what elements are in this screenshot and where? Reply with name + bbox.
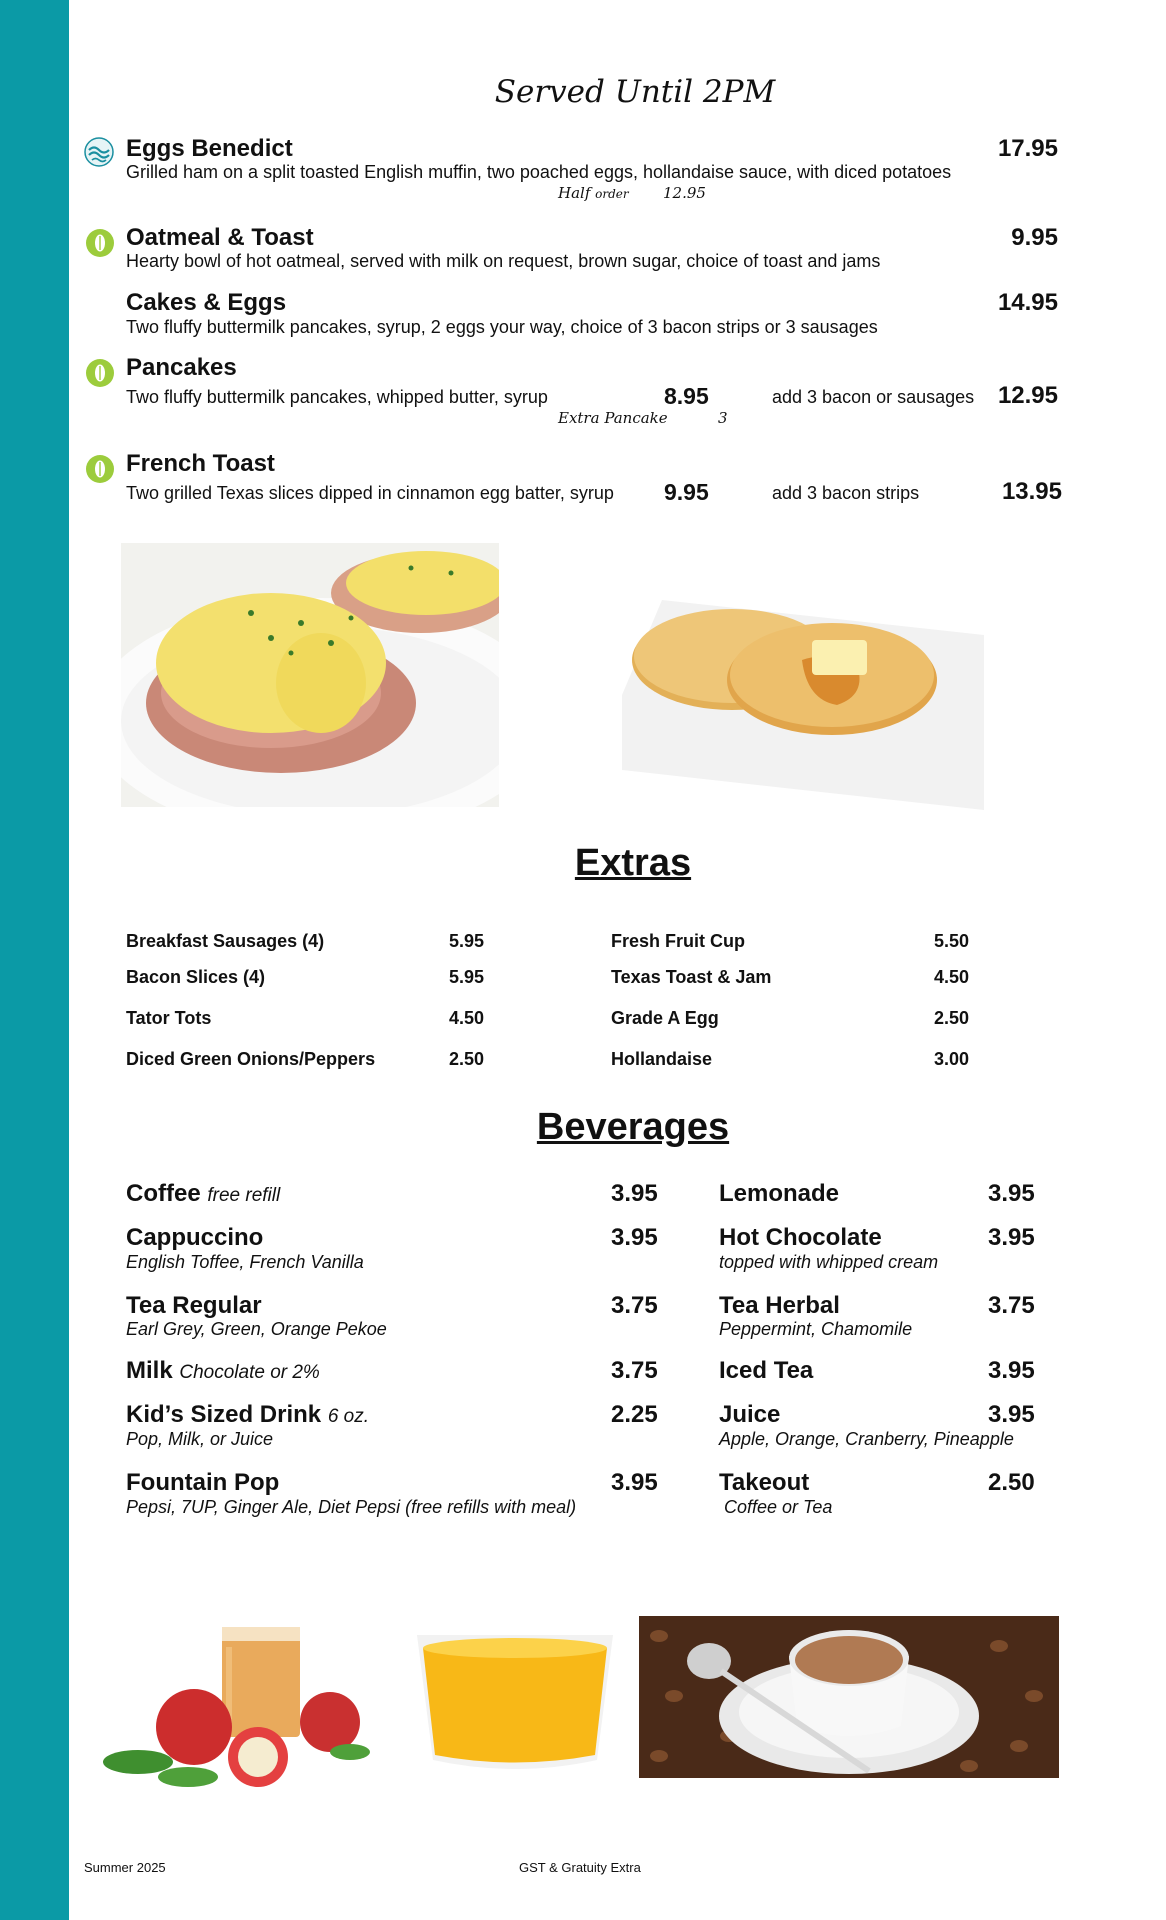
leaf-icon	[85, 228, 115, 263]
beverage-name: Iced Tea	[719, 1357, 814, 1384]
extra-item-price: 5.95	[449, 967, 485, 987]
item-desc-cakes-eggs: Two fluffy buttermilk pancakes, syrup, 2 eggs your way, choice of 3 bacon strips or 3 sausages	[126, 317, 878, 337]
extra-item-name: Diced Green Onions/Peppers	[126, 1049, 376, 1069]
leaf-icon	[85, 358, 115, 393]
extra-item-price: 4.50	[449, 1008, 485, 1028]
beverage-price: 3.75	[611, 1292, 658, 1319]
extra-item-price: 5.50	[934, 931, 970, 951]
extras-heading: Extras	[574, 842, 692, 884]
beverage-name: Hot Chocolate	[719, 1224, 882, 1251]
beverage-price: 3.95	[611, 1224, 658, 1251]
extra-pancake-label: Extra Pancake	[558, 409, 668, 427]
item-desc-pancakes: Two fluffy buttermilk pancakes, whipped butter, syrup	[126, 387, 548, 407]
half-order-small: order	[595, 187, 629, 201]
extra-item-price: 2.50	[934, 1008, 970, 1028]
coffee-cup-photo	[639, 1616, 1059, 1778]
item-desc-eggs-benedict: Grilled ham on a split toasted English muffin, two poached eggs, hollandaise sauce, with diced potatoes	[126, 162, 952, 182]
beverage-sub: English Toffee, French Vanilla	[126, 1252, 364, 1272]
beverage-price: 3.95	[611, 1180, 658, 1207]
beverage-sub: topped with whipped cream	[719, 1252, 939, 1272]
beverage-name: Lemonade	[719, 1180, 840, 1207]
beverage-milk	[126, 1357, 320, 1385]
item-name-oatmeal-toast: Oatmeal & Toast	[126, 224, 314, 251]
beverage-price: 3.95	[988, 1401, 1035, 1428]
item-price-french-toast: 9.95	[664, 479, 709, 505]
orange-juice-photo	[405, 1620, 625, 1780]
beverage-note: Chocolate or 2%	[179, 1362, 320, 1383]
extra-item-price: 4.50	[934, 967, 970, 987]
leaf-icon	[85, 454, 115, 489]
beverage-sub: Coffee or Tea	[719, 1497, 833, 1517]
half-order-price: 12.95	[663, 184, 706, 202]
extra-item-price: 5.95	[449, 931, 485, 951]
beverage-name: Milk	[126, 1357, 173, 1384]
item-price-oatmeal-toast: 9.95	[1011, 224, 1058, 251]
beverage-name: Tea Regular	[126, 1292, 262, 1319]
beverage-name: Fountain Pop	[126, 1469, 280, 1496]
beverage-name: Coffee	[126, 1180, 201, 1207]
pancakes-photo	[622, 590, 984, 810]
beverage-name: Kid’s Sized Drink	[126, 1401, 322, 1428]
beverage-name: Tea Herbal	[719, 1292, 840, 1319]
beverage-note: 6 oz.	[327, 1406, 370, 1427]
beverage-kids-drink	[126, 1401, 369, 1429]
beverage-coffee	[126, 1180, 280, 1208]
extra-item-price: 2.50	[449, 1049, 485, 1069]
beverage-note: free refill	[207, 1185, 281, 1206]
beverage-sub: Peppermint, Chamomile	[719, 1319, 913, 1339]
beverage-price: 3.95	[988, 1180, 1035, 1207]
beverages-heading: Beverages	[536, 1106, 730, 1148]
item-price-cakes-eggs: 14.95	[997, 289, 1058, 316]
beverage-name: Takeout	[719, 1469, 810, 1496]
extra-item-name: Tator Tots	[126, 1008, 212, 1028]
item-name-pancakes: Pancakes	[126, 354, 237, 381]
extra-item-name: Fresh Fruit Cup	[611, 931, 745, 951]
item-price-pancakes: 8.95	[664, 383, 709, 409]
extra-item-name: Texas Toast & Jam	[611, 967, 772, 987]
item-desc-french-toast: Two grilled Texas slices dipped in cinnamon egg batter, syrup	[126, 483, 614, 503]
item-name-french-toast: French Toast	[126, 450, 275, 477]
extra-item-name: Grade A Egg	[611, 1008, 719, 1028]
half-order-label: Half	[558, 184, 591, 202]
beverage-price: 3.95	[988, 1224, 1035, 1251]
apple-juice-photo	[98, 1617, 370, 1792]
beverage-sub: Earl Grey, Green, Orange Pekoe	[126, 1319, 387, 1339]
beverage-sub: Pop, Milk, or Juice	[126, 1429, 274, 1449]
side-accent-bar	[0, 0, 69, 1920]
extra-pancake-price: 3	[718, 409, 728, 427]
beverage-sub: Apple, Orange, Cranberry, Pineapple	[719, 1429, 1014, 1449]
item-desc-oatmeal-toast: Hearty bowl of hot oatmeal, served with milk on request, brown sugar, choice of toast and jams	[126, 251, 881, 271]
item-name-cakes-eggs: Cakes & Eggs	[126, 289, 287, 316]
beverage-price: 2.25	[611, 1401, 658, 1428]
extra-item-name: Breakfast Sausages (4)	[126, 931, 325, 951]
beverage-price: 2.50	[988, 1469, 1035, 1496]
beverage-sub: Pepsi, 7UP, Ginger Ale, Diet Pepsi (free refills with meal)	[126, 1497, 577, 1517]
item-price-eggs-benedict: 17.95	[997, 135, 1058, 162]
item-addon-french-toast: add 3 bacon strips	[772, 483, 920, 503]
half-order-note	[558, 184, 629, 202]
item-addon-price-pancakes: 12.95	[997, 382, 1058, 409]
footer-season: Summer 2025	[84, 1860, 166, 1875]
beverage-name: Cappuccino	[126, 1224, 264, 1251]
footer-gst-note: GST & Gratuity Extra	[519, 1860, 641, 1875]
beverage-name: Juice	[719, 1401, 781, 1428]
item-addon-pancakes: add 3 bacon or sausages	[772, 387, 975, 407]
extra-item-name: Hollandaise	[611, 1049, 713, 1069]
item-addon-price-french-toast: 13.95	[1001, 478, 1062, 505]
beverage-price: 3.95	[611, 1469, 658, 1496]
beverage-price: 3.95	[988, 1357, 1035, 1384]
eggs-benedict-photo	[121, 543, 499, 807]
beverage-price: 3.75	[988, 1292, 1035, 1319]
beverage-price: 3.75	[611, 1357, 658, 1384]
wave-icon	[84, 137, 114, 172]
extra-item-price: 3.00	[934, 1049, 970, 1069]
item-name-eggs-benedict: Eggs Benedict	[126, 135, 293, 162]
served-until-heading: Served Until 2PM	[494, 74, 776, 110]
extra-item-name: Bacon Slices (4)	[126, 967, 266, 987]
